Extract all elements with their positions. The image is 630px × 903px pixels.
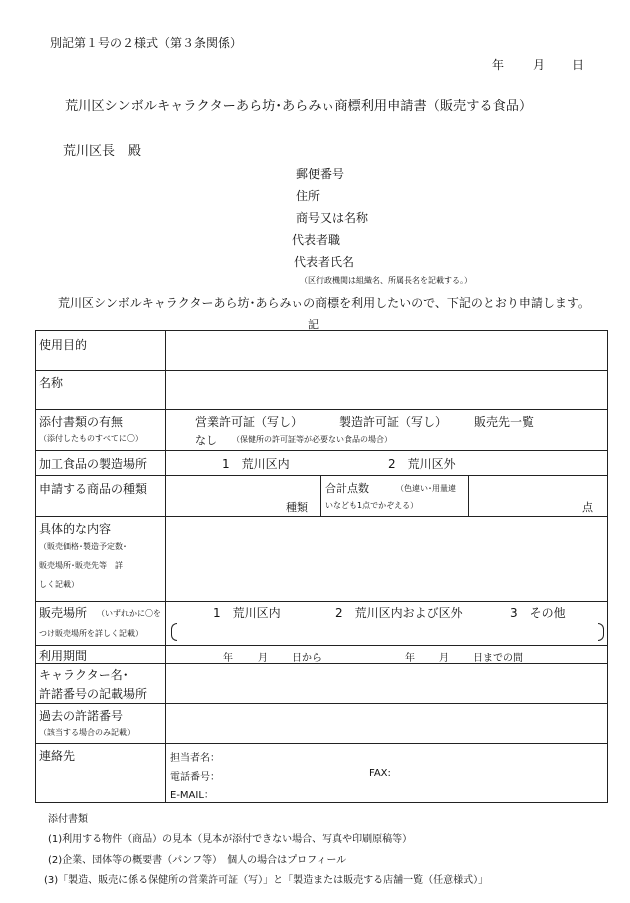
attach-option-manufacturing-permit[interactable]: 製造許可証（写し）: [339, 415, 448, 429]
postal-code-label: 郵便番号: [296, 167, 345, 181]
sales-place-sublabel-2: つけ販売場所を詳しく記載）: [39, 629, 143, 638]
row-divider: [36, 645, 607, 646]
mfg-option-inside[interactable]: 1 荒川区内: [222, 457, 290, 471]
attachment-item-3: (3)「製造、販売に係る保健所の営業許可証（写）」と「製造または販売する店舗一覧（任意様式）」: [44, 875, 489, 886]
details-sublabel-3: しく記載）: [39, 580, 79, 589]
contact-fax-label: FAX:: [369, 768, 391, 779]
attach-option-none[interactable]: なし: [195, 434, 217, 447]
address-label: 住所: [296, 189, 321, 203]
kinds-label: 申請する商品の種類: [39, 482, 148, 496]
past-permit-label: 過去の許諾番号: [39, 709, 124, 723]
character-label-2: 許諾番号の記載場所: [39, 687, 148, 701]
total-count-unit: 点: [582, 501, 593, 514]
row-divider: [36, 516, 607, 517]
attachments-heading: 添付書類: [48, 814, 88, 825]
rep-title-label: 代表者職: [292, 233, 341, 247]
contact-person-label: 担当者名：: [170, 753, 220, 764]
applicant-note: （区行政機関は組織名、所属長名を記載する。）: [300, 276, 472, 285]
row-divider: [36, 601, 607, 602]
total-count-note-2: いなども1点でかぞえる）: [325, 501, 419, 510]
sales-place-label: 販売場所: [39, 606, 88, 620]
total-count-note: （色違い･用量違: [396, 484, 456, 493]
period-start-day: 日から: [292, 653, 322, 664]
details-sublabel-1: （販売価格･製造予定数･: [39, 542, 127, 551]
page-title: 荒川区シンボルキャラクターあら坊･あらみぃ商標利用申請書（販売する食品）: [65, 99, 533, 114]
application-statement: 荒川区シンボルキャラクターあら坊･あらみぃの商標を利用したいので、下記のとおり申請します。: [58, 296, 590, 310]
addressee: 荒川区長 殿: [63, 144, 142, 159]
period-end-year: 年: [405, 653, 415, 664]
contact-email-label: E-MAIL：: [170, 790, 214, 801]
sales-option-inside-and-outside[interactable]: 2 荒川区内および区外: [335, 606, 463, 620]
ki-mark: 記: [308, 318, 319, 331]
row-divider: [36, 450, 607, 451]
period-start-month: 月: [258, 653, 268, 664]
details-label: 具体的な内容: [39, 522, 112, 536]
contact-phone-label: 電話番号：: [170, 772, 220, 783]
sales-option-other[interactable]: 3 その他: [510, 606, 566, 620]
attachments-sublabel: （添付したものすべてに〇）: [39, 434, 143, 443]
date-day-label: 日: [572, 58, 585, 72]
date-year-label: 年: [492, 58, 505, 72]
attachments-label: 添付書類の有無: [39, 415, 124, 429]
label-column-divider: [165, 331, 166, 802]
total-divider: [468, 475, 469, 516]
sales-detail-bracket-right: [598, 623, 604, 641]
past-permit-sublabel: （該当する場合のみ記載）: [39, 728, 135, 737]
row-divider: [36, 743, 607, 744]
form-number: 別記第１号の２様式（第３条関係）: [50, 36, 243, 50]
date-month-label: 月: [533, 58, 546, 72]
character-label-1: キャラクター名･: [39, 668, 129, 682]
row-divider: [36, 409, 607, 410]
row-divider: [36, 703, 607, 704]
attach-option-business-permit[interactable]: 営業許可証（写し）: [195, 415, 304, 429]
application-form-table: [35, 330, 608, 803]
kinds-unit: 種類: [286, 501, 308, 514]
kinds-divider: [320, 475, 321, 516]
total-count-label: 合計点数: [325, 482, 369, 495]
mfg-option-outside[interactable]: 2 荒川区外: [388, 457, 456, 471]
contact-label: 連絡先: [39, 749, 76, 763]
details-sublabel-2: 販売場所･販売先等 詳: [39, 561, 123, 570]
purpose-label: 使用目的: [39, 338, 88, 352]
attach-none-note: （保健所の許可証等が必要ない食品の場合）: [232, 435, 392, 444]
sales-place-sublabel-1: （いずれかに〇を: [97, 609, 161, 618]
period-label: 利用期間: [39, 649, 88, 663]
period-end-day: 日までの間: [473, 653, 523, 664]
rep-name-label: 代表者氏名: [294, 255, 355, 269]
row-divider: [36, 370, 607, 371]
attachment-item-1: (1)利用する物件（商品）の見本（見本が添付できない場合、写真や印刷原稿等）: [48, 834, 413, 845]
sales-detail-bracket-left: [171, 623, 177, 641]
sales-option-inside[interactable]: 1 荒川区内: [213, 606, 281, 620]
mfg-place-label: 加工食品の製造場所: [39, 457, 148, 471]
row-divider: [36, 475, 607, 476]
name-label: 名称: [39, 376, 64, 390]
trade-name-label: 商号又は名称: [296, 211, 369, 225]
attach-option-sales-list[interactable]: 販売先一覧: [474, 415, 535, 429]
period-start-year: 年: [223, 653, 233, 664]
period-end-month: 月: [439, 653, 449, 664]
attachment-item-2: (2)企業、団体等の概要書（パンフ等） 個人の場合はプロフィール: [48, 855, 347, 866]
